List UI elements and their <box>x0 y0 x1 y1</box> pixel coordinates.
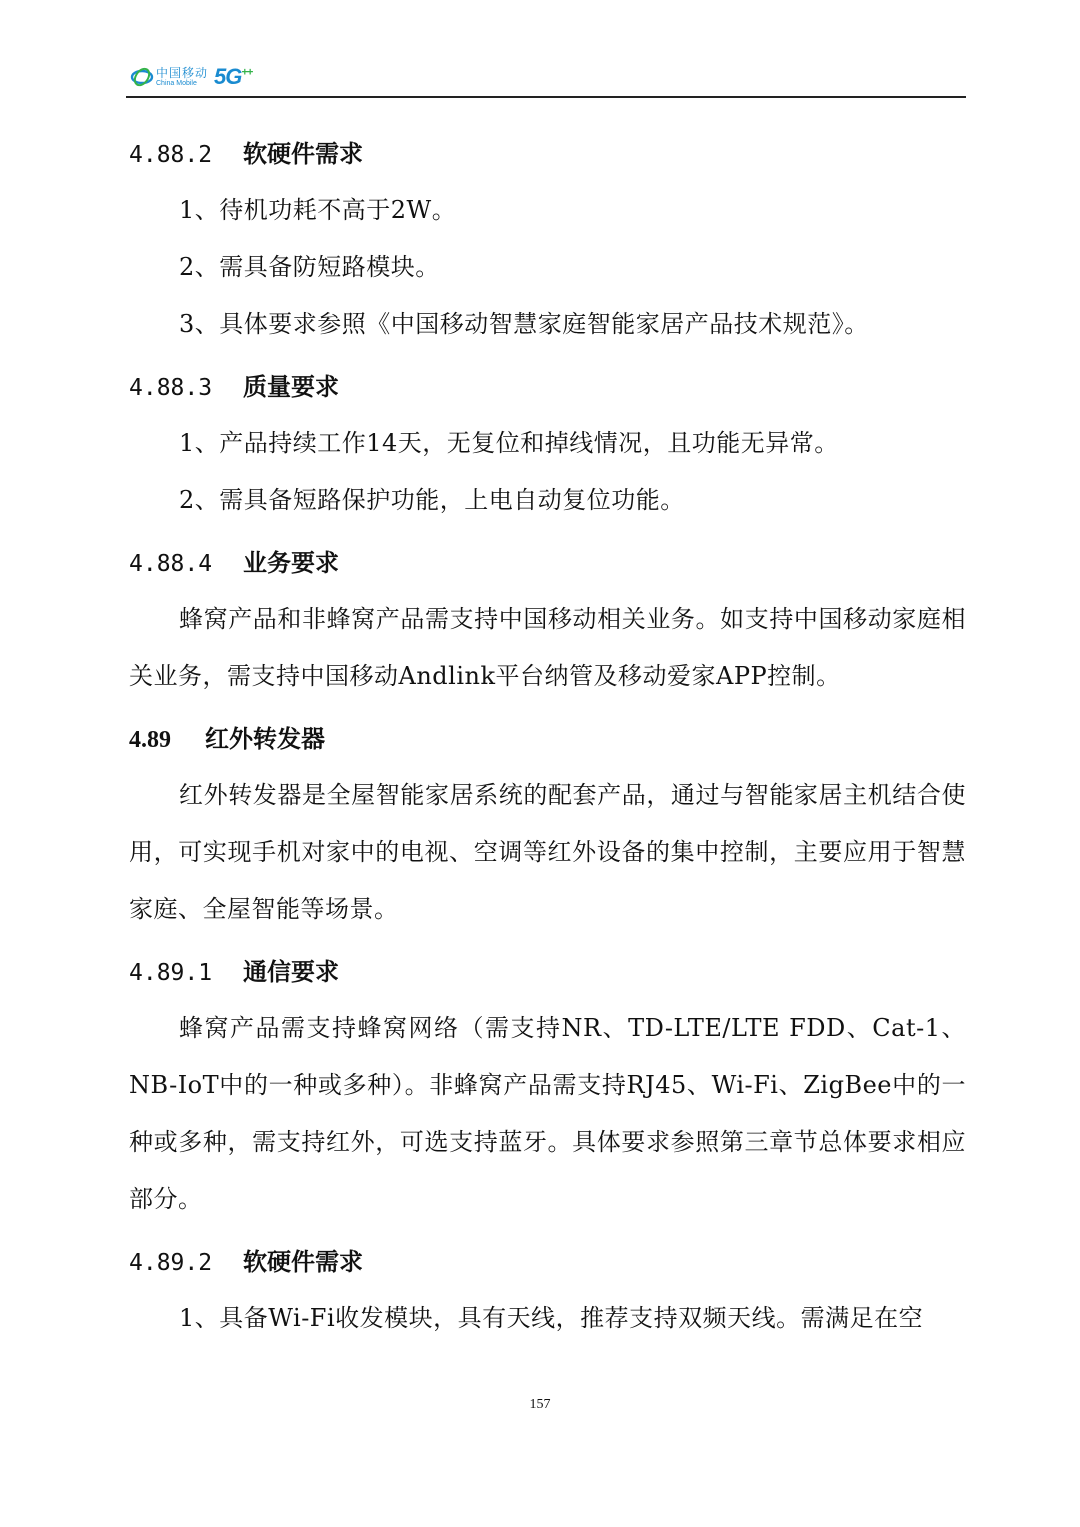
page-header <box>126 58 966 98</box>
paragraph: 蜂窝产品需支持蜂窝网络（需支持NR、TD-LTE/LTE FDD、Cat-1、NB-IoT中的一种或多种）。非蜂窝产品需支持RJ45、Wi-Fi、ZigBee中的一种或多种，需支持红外，可选支持蓝牙。具体要求参照第三章节总体要求相应部分。 <box>129 1014 966 1213</box>
section-title: 质量要求 <box>243 372 339 401</box>
page-number: 157 <box>529 1397 551 1412</box>
section-heading <box>129 944 966 1000</box>
paragraph: 红外转发器是全屋智能家居系统的配套产品，通过与智能家居主机结合使用，可实现手机对家中的电视、空调等红外设备的集中控制，主要应用于智慧家庭、全屋智能等场景。 <box>129 781 966 923</box>
section-number: 4.89.1 <box>129 960 213 986</box>
list-item: 2、需具备防短路模块。 <box>179 253 440 281</box>
logo-chinese-text: 中国移动 <box>156 66 209 80</box>
section-heading <box>129 126 966 182</box>
document-body <box>129 120 966 1347</box>
section-title: 软硬件需求 <box>243 139 363 168</box>
china-mobile-logo <box>130 62 252 92</box>
list-item: 3、具体要求参照《中国移动智慧家庭智能家居产品技术规范》。 <box>179 310 869 338</box>
section-heading <box>129 359 966 415</box>
chapter-heading <box>129 711 966 767</box>
section-title: 红外转发器 <box>205 724 325 753</box>
section-number: 4.89 <box>129 727 171 753</box>
list-item: 1、待机功耗不高于2W。 <box>179 196 457 224</box>
logo-5g-mark: 5G++ <box>214 64 253 89</box>
list-item: 2、需具备短路保护功能，上电自动复位功能。 <box>179 486 685 514</box>
section-heading <box>129 535 966 591</box>
section-title: 通信要求 <box>243 957 339 986</box>
section-number: 4.89.2 <box>129 1250 213 1276</box>
section-heading <box>129 1234 966 1290</box>
section-number: 4.88.4 <box>129 551 213 577</box>
section-title: 业务要求 <box>243 548 339 577</box>
paragraph: 蜂窝产品和非蜂窝产品需支持中国移动相关业务。如支持中国移动家庭相关业务，需支持中国移动Andlink平台纳管及移动爱家APP控制。 <box>129 605 966 690</box>
section-title: 软硬件需求 <box>243 1247 363 1276</box>
china-mobile-swirl-icon <box>130 66 154 88</box>
logo-english-text: China Mobile <box>156 80 197 87</box>
section-number: 4.88.3 <box>129 375 213 401</box>
list-item: 1、产品持续工作14天，无复位和掉线情况，且功能无异常。 <box>179 429 839 457</box>
section-number: 4.88.2 <box>129 142 213 168</box>
list-item: 1、具备Wi-Fi收发模块，具有天线，推荐支持双频天线。需满足在空 <box>179 1304 924 1332</box>
